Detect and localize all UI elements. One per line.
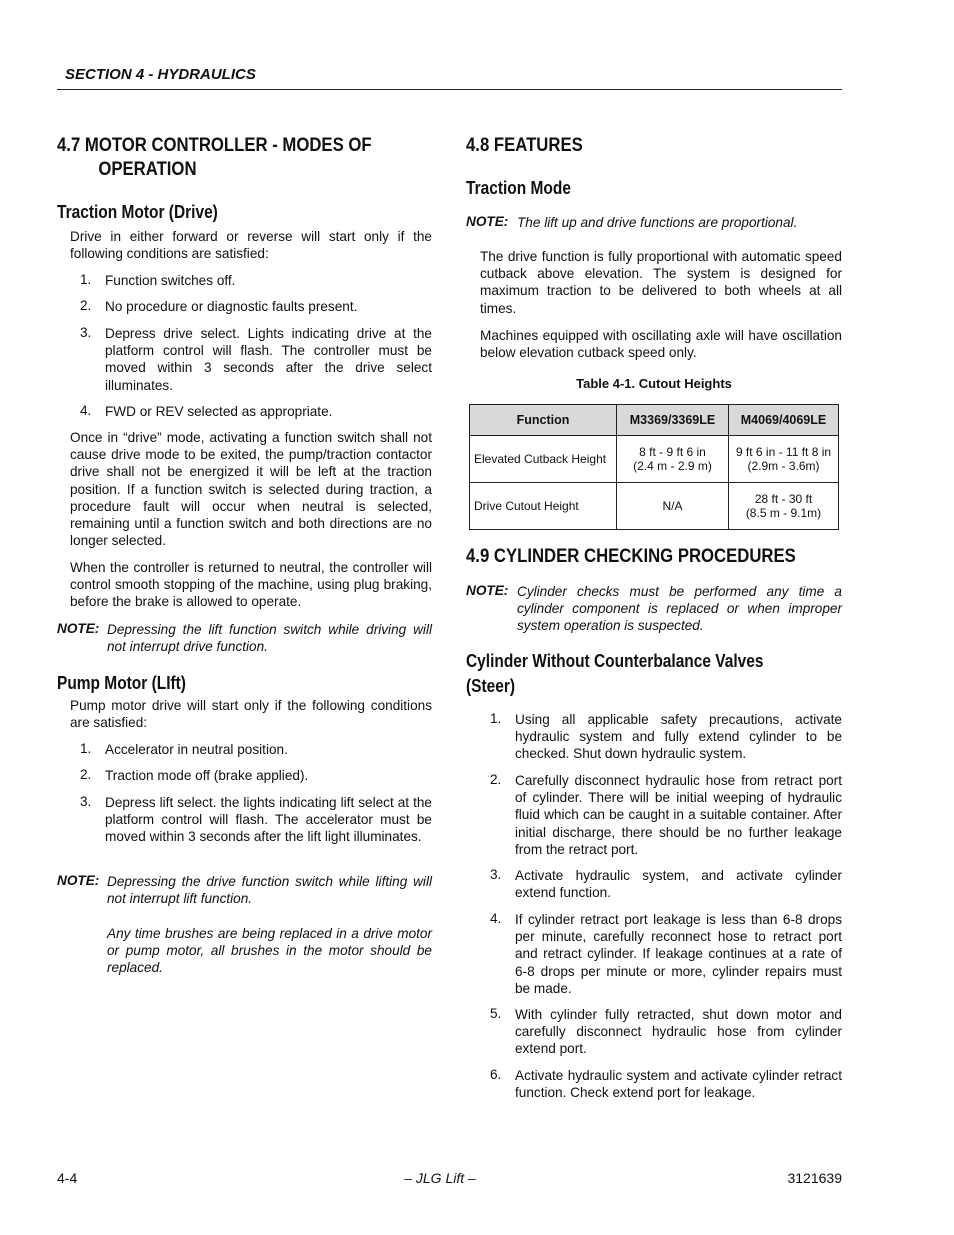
cylinder-step-2: Carefully disconnect hydraulic hose from retract port of cylinder. There will be initial weeping of hydraulic fluid which can be caught in a suitable container. After initial discharge, there should be no further leakage from the retract port.	[515, 773, 842, 857]
list-number: 1.	[80, 272, 92, 287]
page-number: 4-4	[57, 1170, 78, 1186]
list-number: 4.	[490, 911, 502, 926]
table-cell: Elevated Cutback Height	[470, 436, 617, 483]
list-number: 2.	[490, 772, 502, 787]
table-header-cell: M3369/3369LE	[617, 405, 729, 436]
cylinder-step-5: With cylinder fully retracted, shut down motor and carefully disconnect hydraulic hose from cylinder extend port.	[515, 1007, 842, 1057]
drive-para-1: Once in “drive” mode, activating a function switch shall not cause drive mode to be exited, the pump/traction contactor drive shall not be energized it will be left at the traction position. If a function switch is selected during traction, a procedure fault will occur when neutral is selected, remaining until a function switch and both directions are no longer selected.	[70, 430, 432, 549]
cell-line: 8 ft - 9 ft 6 in	[639, 445, 706, 459]
document-number: 3121639	[787, 1170, 842, 1186]
features-para-1: The drive function is fully proportional with automatic speed cutback above elevation. The system is designed for maximum traction to be delivered to both wheels at all times.	[480, 249, 842, 316]
pump-note-1: Depressing the drive function switch while lifting will not interrupt lift function.	[107, 874, 432, 907]
list-number: 1.	[490, 711, 502, 726]
pump-motor-heading: Pump Motor (LIft)	[57, 673, 186, 693]
drive-item-1: Function switches off.	[105, 273, 236, 288]
cylinder-step-4: If cylinder retract port leakage is less than 6-8 drops per minute, carefully reconnect hose to retract port and retract cylinder. If leakage continues at a rate of 6-8 drops per minute or more, cylinder repairs must be made.	[515, 912, 842, 996]
note-label: NOTE:	[466, 583, 509, 598]
cylinder-step-6: Activate hydraulic system and activate cylinder retract function. Check extend port for leakage.	[515, 1068, 842, 1101]
drive-para-2: When the controller is returned to neutral, the controller will control smooth stopping of the machine, using plug braking, before the brake is allowed to operate.	[70, 560, 432, 610]
cell-line: (2.4 m - 2.9 m)	[633, 459, 712, 473]
cylinder-heading	[466, 649, 763, 699]
cell-line: (2.9m - 3.6m)	[747, 459, 820, 473]
list-number: 5.	[490, 1006, 502, 1021]
drive-note: Depressing the lift function switch while driving will not interrupt drive function.	[107, 622, 432, 655]
cell-line: 9 ft 6 in - 11 ft 8 in	[735, 445, 832, 459]
table-row	[470, 483, 839, 530]
table-header-row	[470, 405, 839, 436]
table-cell	[617, 436, 729, 483]
section-title-line: OPERATION	[98, 159, 197, 180]
pump-item-1: Accelerator in neutral position.	[105, 742, 288, 757]
drive-intro: Drive in either forward or reverse will start only if the following conditions are satisfied:	[70, 229, 432, 262]
note-label: NOTE:	[57, 621, 100, 636]
pump-item-2: Traction mode off (brake applied).	[105, 768, 309, 783]
pump-intro: Pump motor drive will start only if the following conditions are satisfied:	[70, 698, 432, 731]
table-cell	[729, 483, 839, 530]
cell-line: (8.5 m - 9.1m)	[745, 506, 822, 520]
note-label: NOTE:	[57, 873, 100, 888]
table-header-cell: M4069/4069LE	[729, 405, 839, 436]
section-4-8-title: 4.8 FEATURES	[466, 135, 583, 156]
list-number: 4.	[80, 403, 92, 418]
pump-note-2: Any time brushes are being replaced in a drive motor or pump motor, all brushes in the motor should be replaced.	[107, 926, 432, 976]
table-caption: Table 4-1. Cutout Heights	[576, 376, 732, 391]
features-note: The lift up and drive functions are proportional.	[517, 215, 798, 230]
heading-line: (Steer)	[466, 676, 516, 696]
table-header-cell: Function	[470, 405, 617, 436]
cutout-heights-table	[469, 404, 839, 530]
list-number: 3.	[80, 325, 92, 340]
table-cell: N/A	[617, 483, 729, 530]
header-rule	[57, 89, 842, 90]
drive-item-2: No procedure or diagnostic faults present.	[105, 299, 358, 314]
section-4-7-title	[57, 134, 427, 182]
cylinder-step-3: Activate hydraulic system, and activate cylinder extend function.	[515, 868, 842, 901]
table-cell: Drive Cutout Height	[470, 483, 617, 530]
list-number: 6.	[490, 1067, 502, 1082]
section-4-9-title: 4.9 CYLINDER CHECKING PROCEDURES	[466, 546, 796, 567]
traction-mode-heading: Traction Mode	[466, 178, 571, 198]
cylinder-step-1: Using all applicable safety precautions, activate hydraulic system and fully extend cylinder to be checked. Shut down hydraulic system.	[515, 712, 842, 762]
traction-motor-heading: Traction Motor (Drive)	[57, 202, 218, 222]
section-header: SECTION 4 - HYDRAULICS	[65, 66, 256, 83]
list-number: 3.	[490, 867, 502, 882]
footer-brand: – JLG Lift –	[404, 1170, 476, 1186]
note-label: NOTE:	[466, 214, 509, 229]
table-cell	[729, 436, 839, 483]
heading-line: Cylinder Without Counterbalance Valves	[466, 651, 764, 671]
list-number: 1.	[80, 741, 92, 756]
cell-line: 28 ft - 30 ft	[754, 492, 813, 506]
drive-item-3: Depress drive select. Lights indicating drive at the platform control will flash. The controller must be moved within 3 seconds after the drive select illuminates.	[105, 326, 432, 393]
features-para-2: Machines equipped with oscillating axle will have oscillation below elevation cutback speed only.	[480, 328, 842, 361]
drive-item-4: FWD or REV selected as appropriate.	[105, 404, 333, 419]
section-title-line: 4.7 MOTOR CONTROLLER - MODES OF	[57, 135, 372, 156]
pump-item-3: Depress lift select. the lights indicating lift select at the platform control will flash. The accelerator must be moved within 3 seconds after the lift light illuminates.	[105, 795, 432, 845]
list-number: 2.	[80, 298, 92, 313]
list-number: 3.	[80, 794, 92, 809]
cylinder-note: Cylinder checks must be performed any time a cylinder component is replaced or when improper system operation is suspected.	[517, 584, 842, 634]
table-row	[470, 436, 839, 483]
list-number: 2.	[80, 767, 92, 782]
